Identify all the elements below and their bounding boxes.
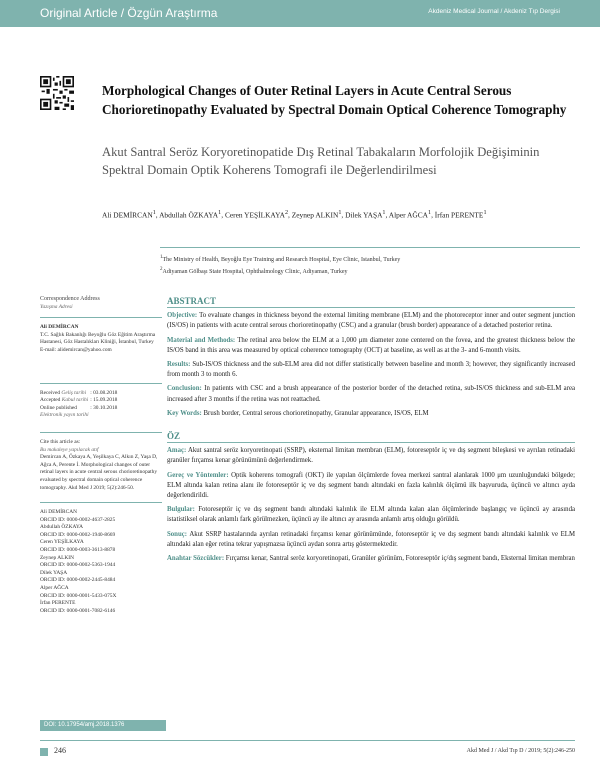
orcid-name: Ali DEMİRCAN — [40, 509, 77, 516]
correspondence-email: E-mail: alidemircan@yahoo.com — [40, 346, 112, 353]
journal-name: Akdeniz Medical Journal / Akdeniz Tıp Dergisi — [428, 8, 560, 15]
oz-anahtar: Anahtar Sözcükler: Fırçamsı kenar, Santral seröz koryoretinopati, Granüler görünüm, Fotoreseptör iç/dış segment bandı, Eksternal limitan membran — [167, 555, 575, 563]
doi-link[interactable]: DOI: 10.17954/amj.2018.1376 — [40, 720, 166, 731]
divider — [40, 740, 575, 741]
oz-bulgular: Bulgular: Fotoreseptör iç ve dış segment bandı altındaki kalınlık ile ELM altında kalan alan ölçümlerinde başlangıç ve üçüncü ay arasında istatistiksel olarak anlamlı fark görülmezken, üçüncü ay ile altıncı ay arasında anlamlı artış olduğu görüldü. — [167, 506, 575, 524]
orcid-name: Dilek YAŞA — [40, 569, 68, 576]
divider — [160, 247, 580, 248]
cite-label: Cite this article as: — [40, 438, 81, 445]
cite-label-tr: Bu makaleye yapılacak atıf — [40, 446, 99, 453]
orcid-id: ORCID ID: 0000-0002-5363-1944 — [40, 562, 116, 569]
orcid-id: ORCID ID: 0000-0002-2445-8484 — [40, 577, 116, 584]
article-title-turkish: Akut Santral Seröz Koryoretinopatide Dış Retinal Tabakaların Morfolojik Değişiminin Spektral Domain Optik Koherens Tomografi ile Değerlendirilmesi — [102, 145, 540, 177]
cite-text: Demircan A, Özkaya A, Yeşilkaya C, Alkın Z, Yaşa D, Ağca A, Perente İ. Morphological changes of outer retinal layers in acute central serous chorioretinopathy evaluated by spectral domain optical coherence tomography. Akd Med J 2019; 5(2):246-50. — [40, 454, 158, 491]
abstract-methods: Material and Methods: The retinal area below the ELM at a 1,000 μm diameter zone centered on the fovea, and the greatest thickness below the IS/OS band in this area was measured by optical coherence tomography (OCT) at baseline, as well as at the 3- and 6-month visits. — [167, 336, 575, 354]
abstract-column — [167, 296, 575, 568]
orcid-name: İrfan PERENTE — [40, 600, 76, 607]
abstract-heading: ABSTRACT — [167, 296, 575, 308]
correspondence-label-tr: Yazışma Adresi — [40, 303, 73, 310]
orcid-id: ORCID ID: 0000-0001-5433-075X — [40, 592, 117, 599]
orcid-name: Alper AĞCA — [40, 585, 69, 592]
orcid-name: Abdullah ÖZKAYA — [40, 524, 84, 531]
oz-sonuc: Sonuç: Akut SSRP hastalarında ayrılan retinadaki fırçamsı kenar görünümünde, fotoreseptör iç ve dış segment bandı altındaki kalınlık ve ELM altındaki alan eğer retina tekrar yapışmazsa üçüncü aydan sonra artış göstermektedir. — [167, 530, 575, 548]
author: Alper AĞCA — [388, 210, 428, 220]
divider — [40, 432, 162, 433]
abstract-conclusion: Conclusion: In patients with CSC and a brush appearance of the posterior border of the detached retina, sub-IS/OS thickness and sub-ELM area increased after 3 months if the retina was not reattached. — [167, 385, 575, 403]
correspondence-label: Correspondence Address — [40, 296, 100, 302]
orcid-name: Zeynep ALKIN — [40, 554, 74, 561]
author: Zeynep ALKIN — [291, 210, 339, 220]
footer-citation: Akd Med J / Akd Tıp D / 2019; 5(2):246-250 — [466, 748, 575, 754]
author: Abdullah ÖZKAYA — [159, 210, 219, 220]
dates-table: Received Geliş tarihi : 03.08.2018 Accepted Kabul tarihi : 15.09.2018 Online published : 30.10.2018 — [40, 389, 118, 411]
oz-heading: ÖZ — [167, 431, 575, 443]
orcid-id: ORCID ID: 0000-0002-1940-8669 — [40, 531, 116, 538]
oz-amac: Amaç: Akut santral seröz koryoretinopati (SSRP), eksternal limitan membran (ELM), fotoreseptör iç ve dış segment bileşkesi ve ayrılan retinadaki granüler fırçamsı kenar görünümünü değerlendirmek. — [167, 447, 575, 465]
divider — [40, 502, 162, 503]
affiliation: $^2$Adiyaman Gölbaşı State Hospital, Ophthalmology Clinic, Adiyaman, Turkey — [160, 267, 348, 275]
author: Ali DEMİRCAN — [102, 210, 153, 220]
author: Ceren YEŞİLKAYA — [224, 210, 285, 220]
orcid-id: ORCID ID: 0000-0003-3613-8878 — [40, 547, 116, 554]
orcid-id: ORCID ID: 0000-0001-7082-6146 — [40, 607, 116, 614]
article-title: Morphological Changes of Outer Retinal Layers in Acute Central Serous Chorioretinopathy Evaluated by Spectral Domain Optical Coherence Tomography — [102, 83, 567, 117]
sidebar — [40, 296, 162, 615]
correspondence-name: Ali DEMİRCAN — [40, 324, 79, 331]
article-section: Original Article / Özgün Araştırma — [40, 6, 218, 20]
oz-yontem: Gereç ve Yöntemler: Optik koherens tomografi (OKT) ile yapılan ölçümlerde fovea merkezi santral alanlarak 1000 μm uzunluğundaki bölgede; ELM altında kalan retina alanı ile fotoreseptör iç ve dış segment bandı altındaki en fazla kalınlık ölçümü ilk başvuruda, üçüncü ve altıncı ayda değerlendirildi. — [167, 471, 575, 500]
abstract-objective: Objective: To evaluate changes in thickness beyond the external limiting membrane (ELM) and the photoreceptor inner and outer segment junction (IS/OS) in patients with acute central serous chorioretinopathy (CSC) and a granular (brush border) appearance of a detached posterior retina. — [167, 312, 575, 330]
header-bar — [0, 0, 600, 27]
author: İrfan PERENTE — [434, 210, 484, 220]
page-marker-icon — [40, 748, 48, 756]
orcid-name: Ceren YEŞİLKAYA — [40, 539, 84, 546]
orcid-id: ORCID ID: 0000-0002-4637-2825 — [40, 516, 116, 523]
page-number: 246 — [54, 746, 66, 755]
correspondence-address: T.C. Sağlık Bakanlığı Beyoğlu Göz Eğitim Araştırma Hastanesi, Göz Hastalıkları Kliniği, İstanbul, Turkey — [40, 331, 156, 346]
divider — [40, 317, 162, 318]
abstract-results: Results: Sub-IS/OS thickness and the sub-ELM area did not differ statistically between baseline and month 3; however, they significantly increased from month 3 to month 6. — [167, 361, 575, 379]
orcid-list — [40, 509, 162, 615]
abstract-keywords: Key Words: Brush border, Central serous chorioretinopathy, Granular appearance, IS/OS, ELM — [167, 409, 429, 417]
qr-code-icon — [40, 76, 74, 110]
author-list: Ali DEMİRCAN$^1$, Abdullah ÖZKAYA$^1$, Ceren YEŞİLKAYA$^2$, Zeynep ALKIN$^1$, Dilek YAŞA$^1$, Alper AĞCA$^1$, İrfan PERENTE$^1$ — [102, 210, 487, 220]
author: Dilek YAŞA — [345, 210, 383, 220]
affiliations — [160, 253, 580, 277]
affiliation: $^1$The Ministry of Health, Beyoğlu Eye Training and Research Hospital, Eye Clinic, Istanbul, Turkey — [160, 255, 401, 263]
online-published-tr: Elektronik yayın tarihi — [40, 412, 89, 419]
divider — [40, 383, 162, 384]
